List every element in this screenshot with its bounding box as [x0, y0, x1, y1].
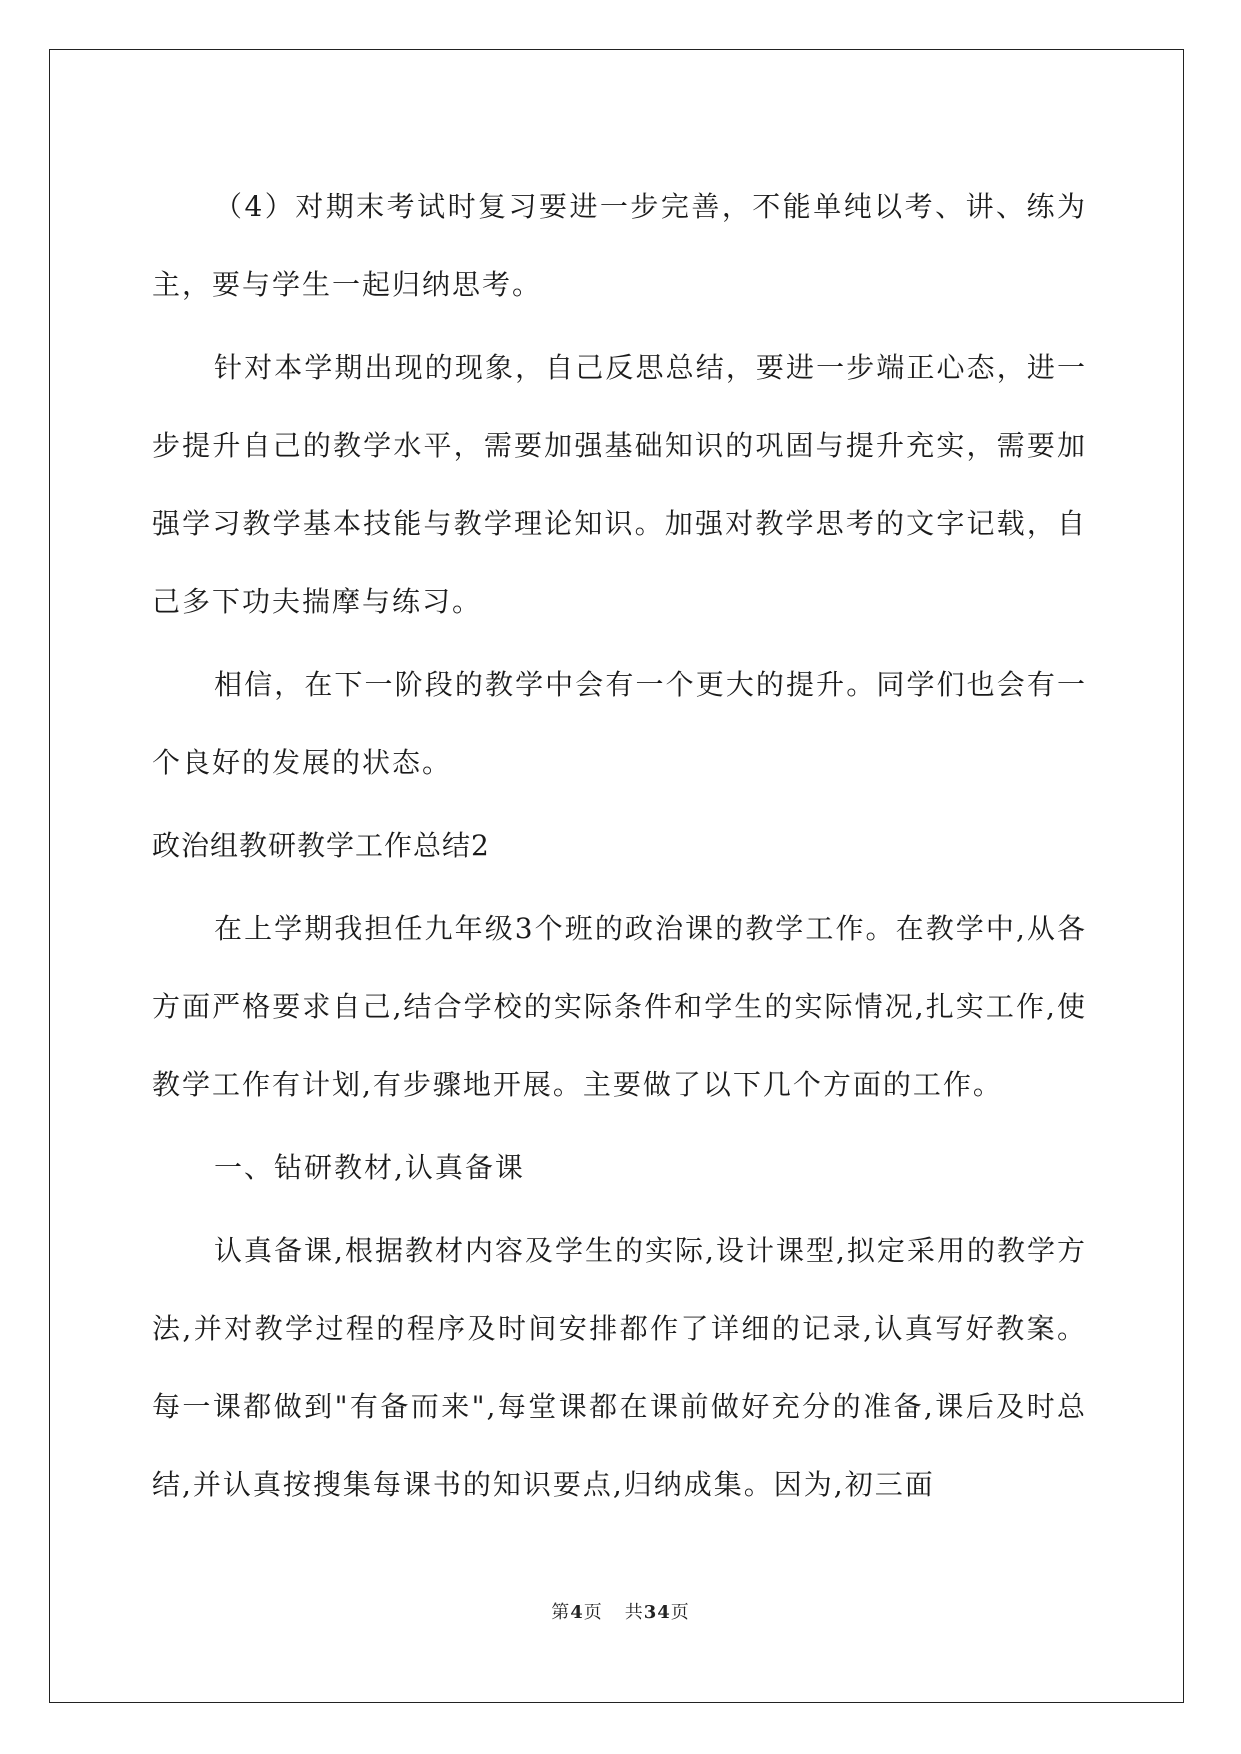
footer-page-unit: 页 — [583, 1602, 603, 1623]
paragraph-lesson-prep: 认真备课,根据教材内容及学生的实际,设计课型,拟定采用的教学方法,并对教学过程的程序及时间安排都作了详细的记录,认真写好教案。每一课都做到"有备而来",每堂课都在课前做好充分的准备,课后及时总结,并认真按搜集每课书的知识要点,归纳成集。因为,初三面 — [152, 1234, 1087, 1501]
footer-current-page: 4 — [570, 1602, 584, 1623]
page-footer — [0, 1598, 1241, 1624]
paragraph-outlook: 相信，在下一阶段的教学中会有一个更大的提升。同学们也会有一个良好的发展的状态。 — [152, 668, 1087, 779]
paragraph-review-improvement: （4）对期末考试时复习要进一步完善，不能单纯以考、讲、练为主，要与学生一起归纳思考。 — [152, 190, 1087, 301]
paragraph-intro: 在上学期我担任九年级3个班的政治课的教学工作。在教学中,从各方面严格要求自己,结合学校的实际条件和学生的实际情况,扎实工作,使教学工作有计划,有步骤地开展。主要做了以下几个方面的工作。 — [152, 912, 1087, 1101]
section-title: 政治组教研教学工作总结2 — [152, 829, 490, 862]
paragraph-reflection: 针对本学期出现的现象，自己反思总结，要进一步端正心态，进一步提升自己的教学水平，需要加强基础知识的巩固与提升充实，需要加强学习教学基本技能与教学理论知识。加强对教学思考的文字记载，自己多下功夫揣摩与练习。 — [152, 351, 1087, 618]
footer-prefix: 第 — [551, 1602, 571, 1623]
footer-total-pages: 34 — [643, 1602, 671, 1623]
document-body — [152, 168, 1087, 1529]
subheading-study-textbook: 一、钻研教材,认真备课 — [214, 1151, 525, 1184]
footer-total-prefix: 共 — [624, 1602, 644, 1623]
footer-total-unit: 页 — [670, 1602, 690, 1623]
